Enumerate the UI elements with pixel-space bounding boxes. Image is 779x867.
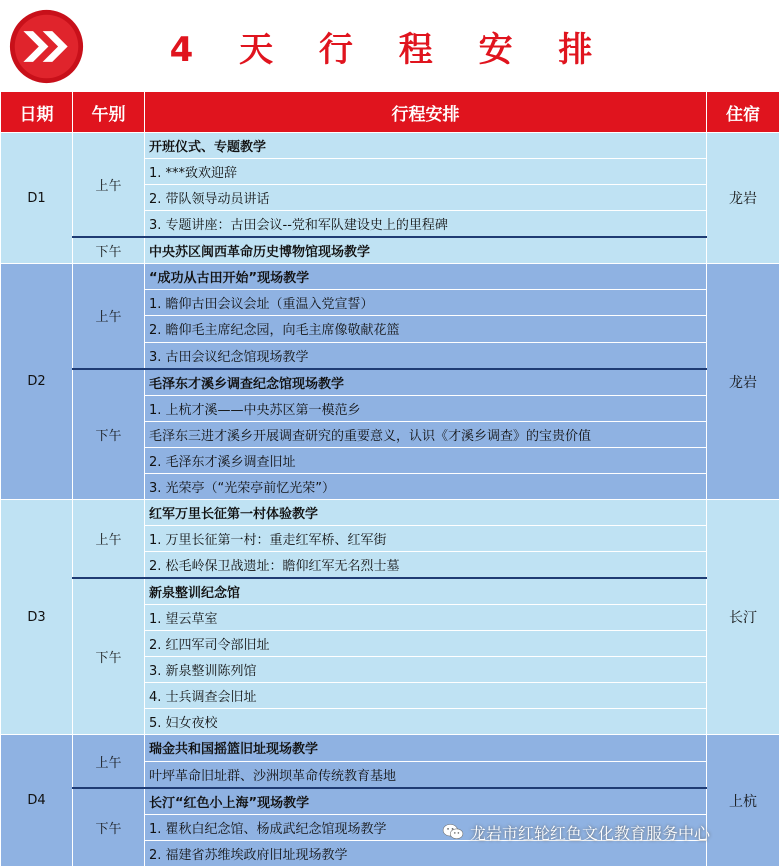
lodging-cell: 长汀 — [707, 499, 779, 735]
schedule-item: 2. 带队领导动员讲话 — [145, 185, 707, 211]
page-title: 4 天 行 程 安 排 — [169, 30, 610, 70]
table-header-row — [1, 92, 779, 133]
schedule-item: 叶坪革命旧址群、沙洲坝革命传统教育基地 — [145, 761, 707, 788]
schedule-item: 3. 光荣亭（“光荣亭前忆光荣”） — [145, 473, 707, 499]
table-row — [1, 499, 779, 525]
schedule-item: 毛泽东三进才溪乡开展调查研究的重要意义，认识《才溪乡调查》的宝贵价值 — [145, 421, 707, 447]
lodging-cell: 龙岩 — [707, 264, 779, 500]
itinerary-table — [0, 91, 779, 867]
column-header-period: 午别 — [73, 92, 145, 133]
table-row — [1, 133, 779, 159]
schedule-item: 2. 毛泽东才溪乡调查旧址 — [145, 447, 707, 473]
schedule-item: 3. 古田会议纪念馆现场教学 — [145, 342, 707, 369]
table-row — [1, 369, 779, 396]
table-row — [1, 237, 779, 264]
schedule-heading: 红军万里长征第一村体验教学 — [145, 499, 707, 525]
schedule-item: 4. 士兵调查会旧址 — [145, 683, 707, 709]
period-cell: 下午 — [73, 237, 145, 264]
day-cell: D3 — [1, 499, 73, 735]
schedule-item: 1. 瞻仰古田会议会址（重温入党宣誓） — [145, 290, 707, 316]
schedule-item: 1. 上杭才溪——中央苏区第一模范乡 — [145, 395, 707, 421]
period-cell: 上午 — [73, 735, 145, 788]
table-row — [1, 735, 779, 761]
schedule-heading: 中央苏区闽西革命历史博物馆现场教学 — [145, 237, 707, 264]
schedule-heading: 毛泽东才溪乡调查纪念馆现场教学 — [145, 369, 707, 396]
schedule-item: 2. 福建省苏维埃政府旧址现场教学 — [145, 840, 707, 866]
lodging-cell: 龙岩 — [707, 133, 779, 264]
schedule-heading: “成功从古田开始”现场教学 — [145, 264, 707, 290]
table-row — [1, 578, 779, 605]
day-cell: D2 — [1, 264, 73, 500]
watermark-text: 龙岩市红轮红色文化教育服务中心 — [470, 823, 711, 843]
table-row — [1, 264, 779, 290]
day-cell: D4 — [1, 735, 73, 867]
schedule-item: 1. 望云草室 — [145, 605, 707, 631]
column-header-date: 日期 — [1, 92, 73, 133]
page-header — [0, 0, 779, 91]
schedule-heading: 瑞金共和国摇篮旧址现场教学 — [145, 735, 707, 761]
period-cell: 下午 — [73, 578, 145, 735]
period-cell: 上午 — [73, 499, 145, 578]
table-row — [1, 788, 779, 815]
schedule-item: 1. ***致欢迎辞 — [145, 159, 707, 185]
schedule-item: 5. 妇女夜校 — [145, 709, 707, 735]
period-cell: 上午 — [73, 264, 145, 369]
schedule-heading: 长汀“红色小上海”现场教学 — [145, 788, 707, 815]
schedule-heading: 开班仪式、专题教学 — [145, 133, 707, 159]
period-cell: 下午 — [73, 369, 145, 500]
itinerary-body — [1, 133, 779, 867]
schedule-item: 1. 瞿秋白纪念馆、杨成武纪念馆现场教学 — [145, 814, 707, 840]
column-header-schedule: 行程安排 — [145, 92, 707, 133]
schedule-heading: 新泉整训纪念馆 — [145, 578, 707, 605]
schedule-item: 1. 万里长征第一村：重走红军桥、红军街 — [145, 525, 707, 551]
watermark — [442, 820, 710, 844]
schedule-item: 3. 新泉整训陈列馆 — [145, 657, 707, 683]
period-cell: 下午 — [73, 788, 145, 867]
wechat-icon — [442, 823, 464, 841]
period-cell: 上午 — [73, 133, 145, 238]
lodging-cell: 上杭 — [707, 735, 779, 867]
schedule-item: 2. 红四军司令部旧址 — [145, 631, 707, 657]
schedule-item: 3. 专题讲座：古田会议--党和军队建设史上的里程碑 — [145, 211, 707, 238]
column-header-lodging: 住宿 — [707, 92, 779, 133]
schedule-item: 2. 松毛岭保卫战遗址：瞻仰红军无名烈士墓 — [145, 552, 707, 579]
schedule-item: 2. 瞻仰毛主席纪念园，向毛主席像敬献花篮 — [145, 316, 707, 342]
day-cell: D1 — [1, 133, 73, 264]
